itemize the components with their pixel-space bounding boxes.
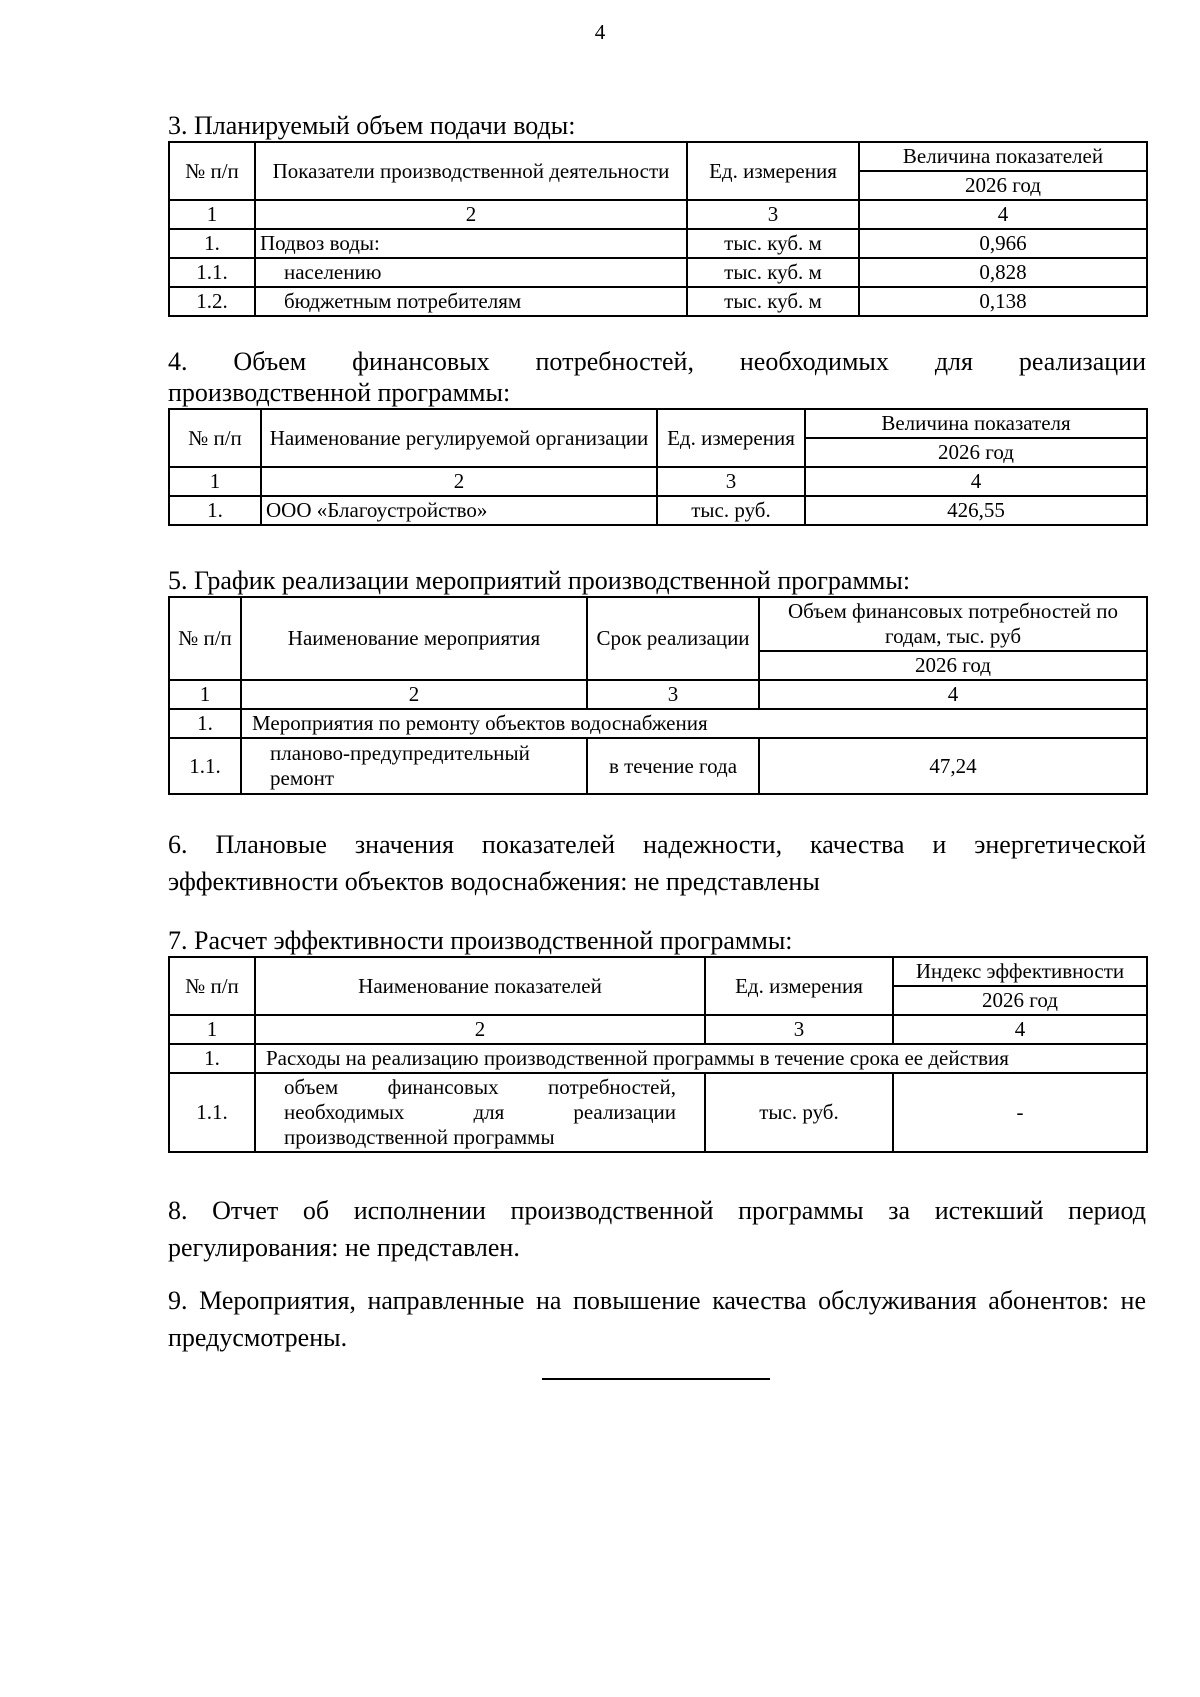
row-name: бюджетным потребителям bbox=[255, 287, 687, 316]
row-num: 1.1. bbox=[169, 258, 255, 287]
header-num: № п/п bbox=[169, 409, 261, 467]
header-year: 2026 год bbox=[805, 438, 1147, 467]
section-7-title: 7. Расчет эффективности производственной программы: bbox=[168, 926, 793, 955]
table-header-row bbox=[169, 142, 1147, 171]
row-value: 47,24 bbox=[759, 738, 1147, 794]
row-value: 426,55 bbox=[805, 496, 1147, 525]
row-value: 0,138 bbox=[859, 287, 1147, 316]
section-9-text: 9. Мероприятия, направленные на повышение качества обслуживания абонентов: не предусмотрены. bbox=[168, 1286, 1146, 1352]
group-num: 1. bbox=[169, 1044, 255, 1073]
header-year: 2026 год bbox=[893, 986, 1147, 1015]
header-num: № п/п bbox=[169, 957, 255, 1015]
col-number: 2 bbox=[261, 467, 657, 496]
section-5-title: 5. График реализации мероприятий производственной программы: bbox=[168, 566, 911, 595]
row-num: 1. bbox=[169, 229, 255, 258]
row-name: планово-предупредительный ремонт bbox=[241, 738, 587, 794]
row-num: 1.2. bbox=[169, 287, 255, 316]
col-number: 4 bbox=[859, 200, 1147, 229]
row-name: Подвоз воды: bbox=[255, 229, 687, 258]
group-name: Мероприятия по ремонту объектов водоснабжения bbox=[241, 709, 1147, 738]
col-number: 1 bbox=[169, 467, 261, 496]
header-unit: Ед. измерения bbox=[705, 957, 893, 1015]
col-number: 1 bbox=[169, 1015, 255, 1044]
row-name: объем финансовых потребностей, необходимых для реализации производственной программы bbox=[255, 1073, 705, 1152]
table-row bbox=[169, 229, 1147, 258]
section-4-title-line1: 4. Объем финансовых потребностей, необходимых для реализации bbox=[168, 347, 1146, 376]
row-num: 1.1. bbox=[169, 1073, 255, 1152]
section-7 bbox=[168, 925, 1146, 1153]
col-number: 4 bbox=[805, 467, 1147, 496]
header-org: Наименование регулируемой организации bbox=[261, 409, 657, 467]
row-term: в течение года bbox=[587, 738, 759, 794]
header-num: № п/п bbox=[169, 142, 255, 200]
header-indicator: Показатели производственной деятельности bbox=[255, 142, 687, 200]
header-name: Наименование мероприятия bbox=[241, 597, 587, 680]
col-number: 1 bbox=[169, 680, 241, 709]
header-unit: Ед. измерения bbox=[657, 409, 805, 467]
header-term: Срок реализации bbox=[587, 597, 759, 680]
section-3 bbox=[168, 110, 1146, 317]
row-name: ООО «Благоустройство» bbox=[261, 496, 657, 525]
column-number-row bbox=[169, 200, 1147, 229]
finance-needs-table bbox=[168, 408, 1148, 526]
column-number-row bbox=[169, 1015, 1147, 1044]
col-number: 3 bbox=[687, 200, 859, 229]
row-unit: тыс. куб. м bbox=[687, 258, 859, 287]
table-row bbox=[169, 287, 1147, 316]
header-value: Величина показателей bbox=[859, 142, 1147, 171]
col-number: 4 bbox=[759, 680, 1147, 709]
row-unit: тыс. куб. м bbox=[687, 287, 859, 316]
section-6-text: 6. Плановые значения показателей надежности, качества и энергетической эффективности объектов водоснабжения: не представлены bbox=[168, 830, 1146, 896]
row-num: 1.1. bbox=[169, 738, 241, 794]
row-value: 0,966 bbox=[859, 229, 1147, 258]
header-year: 2026 год bbox=[759, 651, 1147, 680]
group-num: 1. bbox=[169, 709, 241, 738]
section-4-title-line2: производственной программы: bbox=[168, 378, 511, 407]
group-name: Расходы на реализацию производственной программы в течение срока ее действия bbox=[255, 1044, 1147, 1073]
header-year: 2026 год bbox=[859, 171, 1147, 200]
col-number: 2 bbox=[255, 200, 687, 229]
col-number: 3 bbox=[705, 1015, 893, 1044]
water-supply-table bbox=[168, 141, 1148, 317]
table-header-row bbox=[169, 597, 1147, 651]
table-header-row bbox=[169, 409, 1147, 438]
table-row bbox=[169, 496, 1147, 525]
group-row bbox=[169, 709, 1147, 738]
header-num: № п/п bbox=[169, 597, 241, 680]
row-value: - bbox=[893, 1073, 1147, 1152]
row-value: 0,828 bbox=[859, 258, 1147, 287]
header-index: Индекс эффективности bbox=[893, 957, 1147, 986]
page-number: 4 bbox=[594, 20, 606, 44]
col-number: 3 bbox=[587, 680, 759, 709]
table-row bbox=[169, 1073, 1147, 1152]
table-header-row bbox=[169, 957, 1147, 986]
section-8-text: 8. Отчет об исполнении производственной программы за истекший период регулирования: не представлен. bbox=[168, 1196, 1146, 1262]
section-4 bbox=[168, 346, 1146, 526]
end-separator-line bbox=[542, 1378, 770, 1380]
table-row bbox=[169, 738, 1147, 794]
header-finance: Объем финансовых потребностей по годам, тыс. руб bbox=[759, 597, 1147, 651]
col-number: 3 bbox=[657, 467, 805, 496]
col-number: 2 bbox=[241, 680, 587, 709]
col-number: 4 bbox=[893, 1015, 1147, 1044]
header-unit: Ед. измерения bbox=[687, 142, 859, 200]
row-name: населению bbox=[255, 258, 687, 287]
group-row bbox=[169, 1044, 1147, 1073]
section-3-title: 3. Планируемый объем подачи воды: bbox=[168, 111, 576, 140]
table-row bbox=[169, 258, 1147, 287]
col-number: 1 bbox=[169, 200, 255, 229]
column-number-row bbox=[169, 467, 1147, 496]
row-unit: тыс. руб. bbox=[657, 496, 805, 525]
col-number: 2 bbox=[255, 1015, 705, 1044]
section-5 bbox=[168, 565, 1146, 795]
row-num: 1. bbox=[169, 496, 261, 525]
header-value: Величина показателя bbox=[805, 409, 1147, 438]
row-unit: тыс. руб. bbox=[705, 1073, 893, 1152]
efficiency-table bbox=[168, 956, 1148, 1153]
schedule-table bbox=[168, 596, 1148, 795]
row-unit: тыс. куб. м bbox=[687, 229, 859, 258]
column-number-row bbox=[169, 680, 1147, 709]
header-name: Наименование показателей bbox=[255, 957, 705, 1015]
